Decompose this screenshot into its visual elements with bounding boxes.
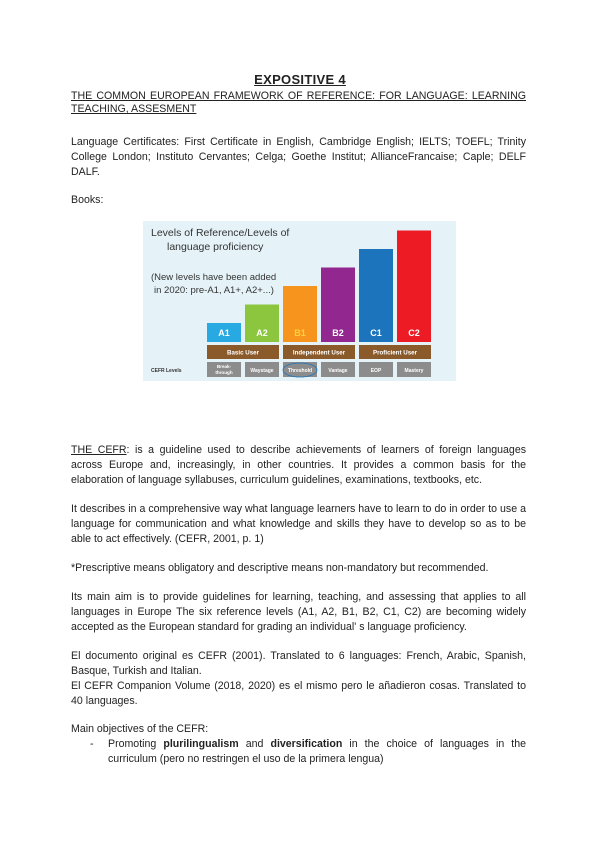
certificates-paragraph: Language Certificates: First Certificate in English, Cambridge English; IELTS; TOEFL; Trinity College London; Instituto Cervantes; Celga; Goethe Institut; AllianceFrancaise; Caple; DELF DALF. <box>71 136 526 178</box>
objective-keyword-plurilingualism: plurilingualism <box>163 738 239 750</box>
group-label-2: Proficient User <box>372 349 418 357</box>
bar-label-b2: B2 <box>332 328 344 338</box>
objective-text-end: in the choice of languages in the curriculum (pero no restringen el uso de la primera lengua) <box>108 738 526 765</box>
objectives-heading: Main objectives of the CEFR: <box>71 723 209 735</box>
describes-paragraph: It describes in a comprehensive way what language learners have to learn to do in order to use a language for communication and what knowledge and skills they have to develop so as to be able to act effectively. (CEFR, 2001, p. 1) <box>71 503 526 545</box>
main-aim-paragraph: Its main aim is to provide guidelines for learning, teaching, and assessing that applies to all languages in Europe The six reference levels (A1, A2, B1, B2, C1, C2) are becoming widely accepted as the European standard for grading an individual' s language proficiency. <box>71 591 526 633</box>
cefr-levels-figure <box>143 221 456 381</box>
sublevel-label-a1-1: through <box>215 370 233 375</box>
bar-label-c1: C1 <box>370 328 382 338</box>
bar-label-a2: A2 <box>256 328 268 338</box>
bar-label-c2: C2 <box>408 328 420 338</box>
books-label: Books: <box>71 194 104 206</box>
sublevel-label-c2: Mastery <box>404 368 424 374</box>
objective-keyword-diversification: diversification <box>270 738 343 750</box>
chart-title-line-2: language proficiency <box>167 241 264 253</box>
group-label-1: Independent User <box>292 349 346 357</box>
group-label-0: Basic User <box>227 349 259 357</box>
list-bullet: - <box>90 738 94 750</box>
cefr-chart-svg <box>143 221 456 381</box>
chart-note-line-1: (New levels have been added <box>151 272 277 283</box>
cefr-definition-text: : is a guideline used to describe achievements of learners of foreign languages across Europe and, increasingly, in other countries. It provides a common basis for the elaboration of language syllabuses, curriculum guidelines, examinations, textbooks, etc. <box>71 444 527 486</box>
cefr-definition <box>71 443 526 488</box>
chart-note-line-2: in 2020: pre-A1, A1+, A2+...) <box>154 285 274 296</box>
sublevel-label-c1: EOP <box>370 368 382 374</box>
chart-title-line-1: Levels of Reference/Levels of <box>151 227 290 239</box>
original-document-paragraph: El documento original es CEFR (2001). Translated to 6 languages: French, Arabic, Spanish, Basque, Turkish and Italian. <box>71 650 526 677</box>
sublevel-label-b2: Vantage <box>328 368 348 374</box>
sublevel-label-b1: Threshold <box>287 368 313 374</box>
bar-label-a1: A1 <box>218 328 230 338</box>
prescriptive-note: *Prescriptive means obligatory and descriptive means non-mandatory but recommended. <box>71 562 489 574</box>
companion-volume-paragraph: El CEFR Companion Volume (2018, 2020) es el mismo pero le añadieron cosas. Translated to 40 languages. <box>71 680 526 707</box>
bar-label-b1: B1 <box>294 328 306 338</box>
objective-text-mid: and <box>238 738 271 750</box>
list-item <box>108 737 526 767</box>
bar-c2 <box>397 231 431 343</box>
sublevel-label-a2: Waystage <box>250 368 274 374</box>
sublevel-label-a1-0: Break- <box>216 364 232 369</box>
document-subtitle: THE COMMON EUROPEAN FRAMEWORK OF REFERENCE: FOR LANGUAGE: LEARNING TEACHING, ASSESMENT <box>71 90 526 115</box>
objective-text-start: Promoting <box>108 738 164 750</box>
cefr-term: THE CEFR <box>71 444 127 456</box>
document-title: EXPOSITIVE 4 <box>254 72 346 87</box>
cefr-levels-row-label: CEFR Levels <box>151 368 182 374</box>
